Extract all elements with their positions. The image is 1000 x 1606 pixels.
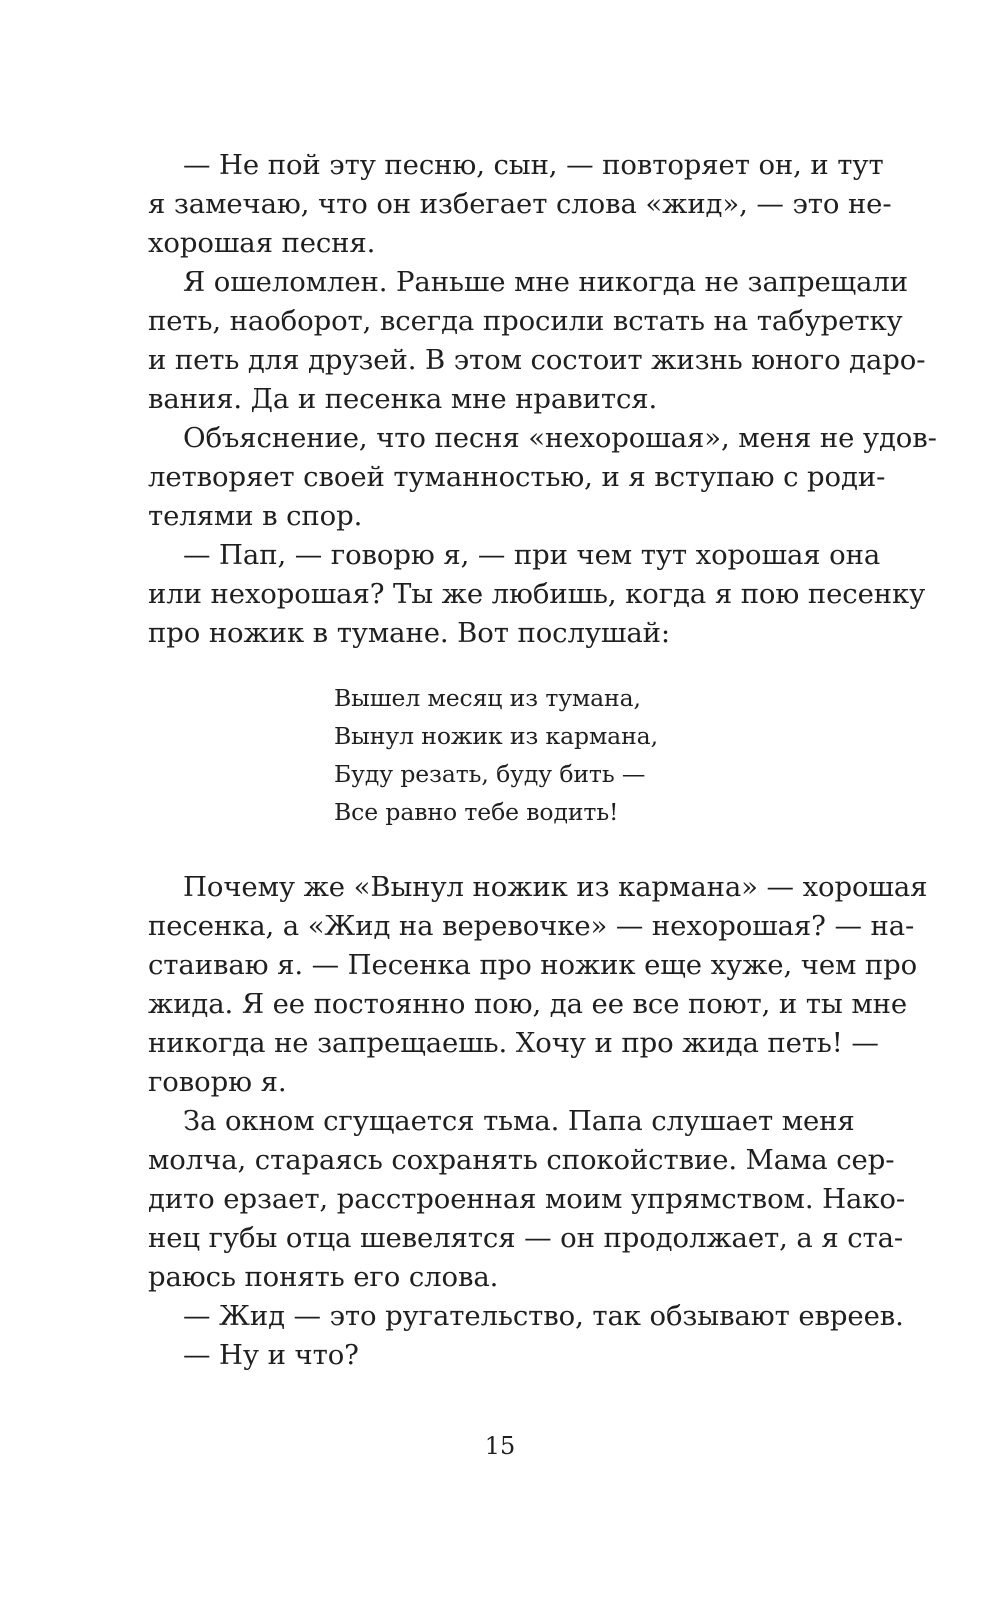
text-line: про ножик в тумане. Вот послушай: [148, 617, 671, 649]
verse-line: Вышел месяц из тумана, [334, 684, 641, 712]
text-line: песенка, а «Жид на веревочке» — нехорошая? — на- [148, 910, 915, 942]
text-line: Я ошеломлен. Раньше мне никогда не запрещали [183, 266, 909, 298]
text-line: — Пап, — говорю я, — при чем тут хорошая она [183, 539, 881, 571]
text-line: нец губы отца шевелятся — он продолжает, а я ста- [148, 1222, 904, 1254]
text-line: Почему же «Вынул ножик из кармана» — хорошая [183, 871, 928, 903]
text-line: вания. Да и песенка мне нравится. [148, 383, 658, 415]
text-line: жида. Я ее постоянно пою, да ее все поют, и ты мне [148, 988, 908, 1020]
text-line: раюсь понять его слова. [148, 1261, 499, 1293]
verse-line: Все равно тебе водить! [334, 798, 619, 826]
text-line: За окном сгущается тьма. Папа слушает меня [183, 1105, 855, 1137]
text-line: никогда не запрещаешь. Хочу и про жида петь! — [148, 1027, 879, 1059]
text-line: хорошая песня. [148, 227, 376, 259]
verse-line: Вынул ножик из кармана, [334, 722, 658, 750]
text-line: говорю я. [148, 1066, 287, 1098]
page-number: 15 [484, 1432, 516, 1460]
text-line: стаиваю я. — Песенка про ножик еще хуже, чем про [148, 949, 918, 981]
text-line: — Жид — это ругательство, так обзывают евреев. [183, 1300, 904, 1332]
text-line: — Ну и что? [183, 1339, 359, 1371]
text-line: я замечаю, что он избегает слова «жид», — это не- [148, 188, 892, 220]
text-line: или нехорошая? Ты же любишь, когда я пою песенку [148, 578, 926, 610]
text-line: — Не пой эту песню, сын, — повторяет он, и тут [183, 149, 884, 181]
text-line: Объяснение, что песня «нехорошая», меня не удов- [183, 422, 937, 454]
text-line: молча, стараясь сохранять спокойствие. Мама сер- [148, 1144, 895, 1176]
verse-line: Буду резать, буду бить — [334, 760, 646, 788]
text-line: телями в спор. [148, 500, 363, 532]
text-line: дито ерзает, расстроенная моим упрямством. Нако- [148, 1183, 906, 1215]
text-line: и петь для друзей. В этом состоит жизнь юного даро- [148, 344, 926, 376]
text-line: летворяет своей туманностью, и я вступаю с роди- [148, 461, 886, 493]
text-line: петь, наоборот, всегда просили встать на табуретку [148, 305, 903, 337]
